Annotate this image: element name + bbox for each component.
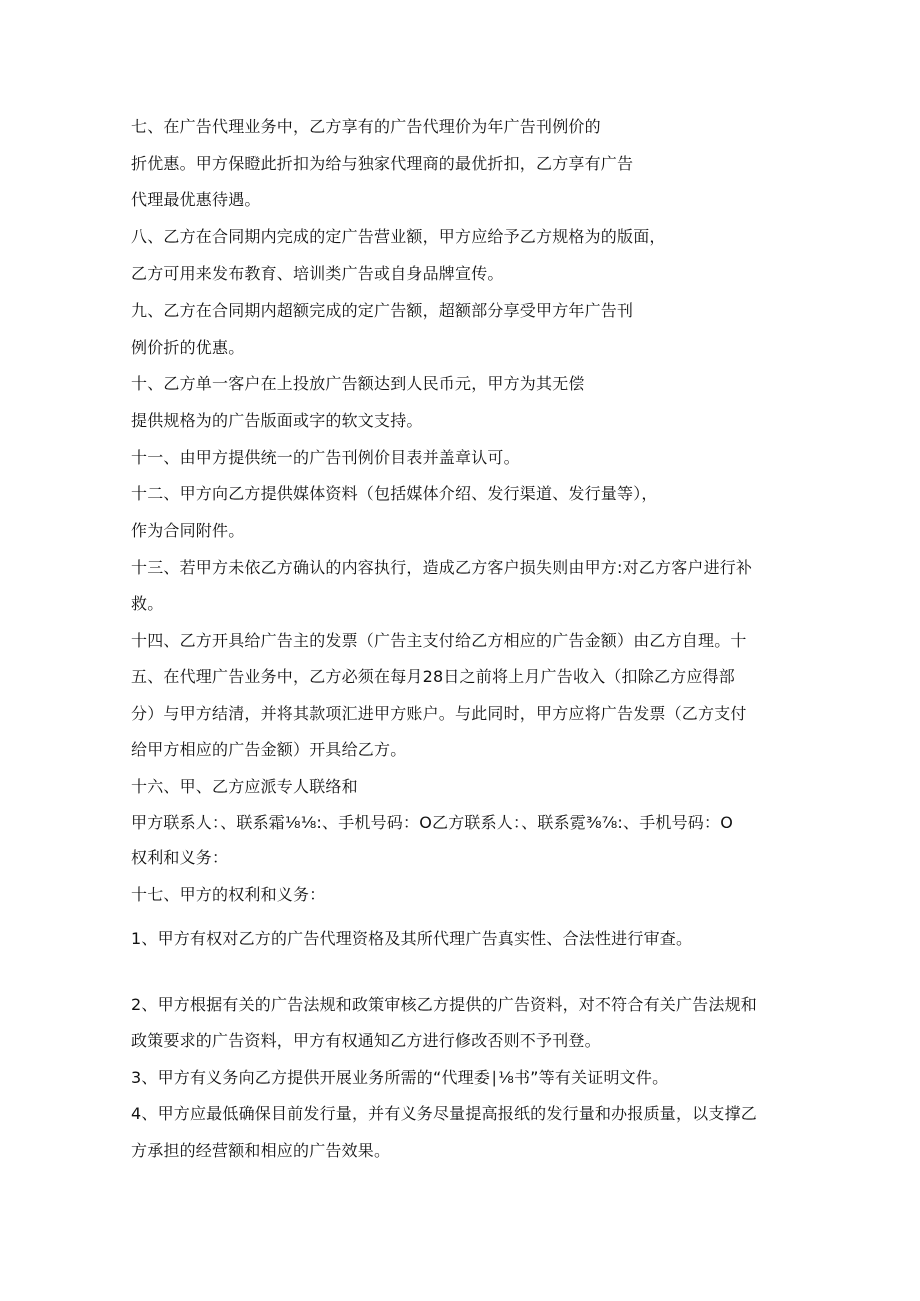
rights-heading: 权利和义务： xyxy=(131,848,229,867)
clause-15-line-3: 给甲方相应的广告金额）开具给乙方。 xyxy=(131,740,407,759)
clause-15-line-2: 分）与甲方结清，并将其款项汇进甲方账户。与此同时，甲方应将广告发票（乙方支付 xyxy=(131,704,747,723)
clause-7-line-3: 代理最优惠待遇。 xyxy=(131,190,261,209)
clause-12-line-1: 十二、甲方向乙方提供媒体资料（包括媒体介绍、发行渠道、发行量等）， xyxy=(131,484,658,503)
clause-17-heading: 十七、甲方的权利和义务： xyxy=(131,885,326,904)
clause-11-line-1: 十一、由甲方提供统一的广告刊例价目表并盖章认可。 xyxy=(131,448,520,467)
item-3-line-1: 3、甲方有义务向乙方提供开展业务所需的“代理委∣⅛书”等有关证明文件。 xyxy=(131,1068,669,1087)
item-4-line-2: 方承担的经营额和相应的广告效果。 xyxy=(131,1141,391,1160)
item-4-line-1: 4、甲方应最低确保目前发行量，并有义务尽量提高报纸的发行量和办报质量，以支撑乙 xyxy=(131,1104,757,1123)
clause-9-line-1: 九、乙方在合同期内超额完成的定广告额，超额部分享受甲方年广告刊 xyxy=(131,301,634,320)
clause-16-line-1: 十六、甲、乙方应派专人联络和 xyxy=(131,777,358,796)
clause-9-line-2: 例价折的优惠。 xyxy=(131,338,245,357)
contacts-line: 甲方联系人：、联系霜⅛⅛:、手机号码：O乙方联系人：、联系霓⅜⅞:、手机号码：O xyxy=(131,813,734,832)
clause-13-line-1: 十三、若甲方未依乙方确认的内容执行，造成乙方客户损失则由甲方:对乙方客户进行补 xyxy=(131,558,753,577)
item-2-line-1: 2、甲方根据有关的广告法规和政策审核乙方提供的广告资料，对不符合有关广告法规和 xyxy=(131,995,757,1014)
clause-10-line-1: 十、乙方单一客户在上投放广告额达到人民币元，甲方为其无偿 xyxy=(131,374,585,393)
clause-8-line-2: 乙方可用来发布教育、培训类广告或自身品牌宣传。 xyxy=(131,264,504,283)
clause-13-line-2: 救。 xyxy=(131,594,164,613)
clause-7-line-1: 七、在广告代理业务中，乙方享有的广告代理价为年广告刊例价的 xyxy=(131,117,601,136)
clause-12-line-2: 作为合同附件。 xyxy=(131,521,245,540)
clause-10-line-2: 提供规格为的广告版面或字的软文支持。 xyxy=(131,411,423,430)
clause-8-line-1: 八、乙方在合同期内完成的定广告营业额，甲方应给予乙方规格为的版面， xyxy=(131,227,666,246)
item-2-line-2: 政策要求的广告资料，甲方有权通知乙方进行修改否则不予刊登。 xyxy=(131,1031,601,1050)
item-1-line-1: 1、甲方有权对乙方的广告代理资格及其所代理广告真实性、合法性进行审查。 xyxy=(131,929,693,948)
clause-15-line-1: 五、在代理广告业务中，乙方必须在每月28日之前将上月广告收入（扣除乙方应得部 xyxy=(131,667,735,686)
clause-14-line-1: 十四、乙方开具给广告主的发票（广告主支付给乙方相应的广告金额）由乙方自理。十 xyxy=(131,631,747,650)
clause-7-line-2: 折优惠。甲方保瞪此折扣为给与独家代理商的最优折扣，乙方享有广告 xyxy=(131,154,634,173)
